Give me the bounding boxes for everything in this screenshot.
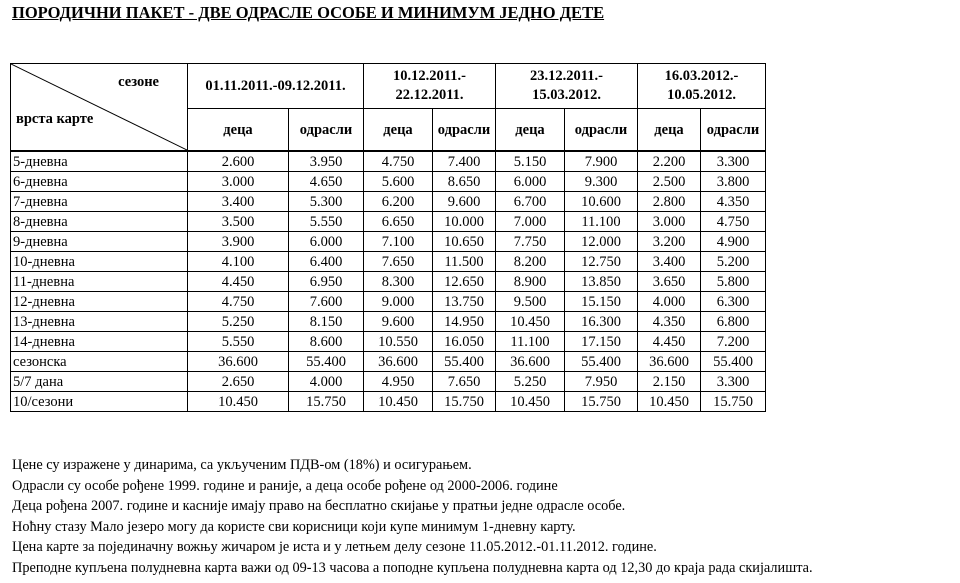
ticket-type-cell: 7-дневна <box>11 192 188 212</box>
price-cell: 3.950 <box>289 151 364 172</box>
price-cell: 3.400 <box>188 192 289 212</box>
price-cell: 15.150 <box>565 292 638 312</box>
price-cell: 4.900 <box>701 232 766 252</box>
price-cell: 4.950 <box>364 372 433 392</box>
ticket-type-cell: 5-дневна <box>11 151 188 172</box>
price-cell: 14.950 <box>433 312 496 332</box>
price-cell: 17.150 <box>565 332 638 352</box>
season-header-3: 23.12.2011.- 15.03.2012. <box>496 64 638 109</box>
price-cell: 4.650 <box>289 172 364 192</box>
season-header-2: 10.12.2011.- 22.12.2011. <box>364 64 496 109</box>
ticket-type-cell: 10/сезони <box>11 392 188 412</box>
col-kids-4: деца <box>638 109 701 152</box>
price-cell: 11.100 <box>565 212 638 232</box>
page-title: ПОРОДИЧНИ ПАКЕТ - ДВЕ ОДРАСЛЕ ОСОБЕ И МИНИМУМ ЈЕДНО ДЕТЕ <box>12 3 605 22</box>
price-cell: 3.800 <box>701 172 766 192</box>
price-cell: 15.750 <box>565 392 638 412</box>
price-cell: 8.200 <box>496 252 565 272</box>
price-table <box>10 63 766 412</box>
ticket-type-cell: 12-дневна <box>11 292 188 312</box>
table-row <box>11 172 766 192</box>
price-cell: 7.900 <box>565 151 638 172</box>
price-cell: 5.550 <box>188 332 289 352</box>
price-cell: 13.750 <box>433 292 496 312</box>
price-cell: 4.000 <box>638 292 701 312</box>
price-cell: 6.400 <box>289 252 364 272</box>
note-line: Ноћну стазу Мало језеро могу да користе сви корисници који купе минимум 1-дневну карту. <box>12 518 576 535</box>
table-row <box>11 252 766 272</box>
ticket-type-cell: сезонска <box>11 352 188 372</box>
price-cell: 10.550 <box>364 332 433 352</box>
price-cell: 6.650 <box>364 212 433 232</box>
price-cell: 5.200 <box>701 252 766 272</box>
table-row <box>11 272 766 292</box>
price-cell: 2.800 <box>638 192 701 212</box>
price-cell: 10.450 <box>496 312 565 332</box>
table-row <box>11 212 766 232</box>
price-cell: 9.300 <box>565 172 638 192</box>
price-cell: 7.650 <box>433 372 496 392</box>
price-cell: 55.400 <box>433 352 496 372</box>
price-cell: 10.450 <box>188 392 289 412</box>
price-cell: 4.450 <box>188 272 289 292</box>
price-cell: 7.000 <box>496 212 565 232</box>
corner-cell <box>11 64 188 152</box>
season-header-1: 01.11.2011.-09.12.2011. <box>188 64 364 109</box>
price-cell: 5.250 <box>496 372 565 392</box>
ticket-type-cell: 13-дневна <box>11 312 188 332</box>
price-cell: 2.650 <box>188 372 289 392</box>
price-cell: 3.500 <box>188 212 289 232</box>
price-cell: 36.600 <box>638 352 701 372</box>
col-adults-2: одрасли <box>433 109 496 152</box>
price-cell: 4.750 <box>701 212 766 232</box>
corner-diagonal <box>11 64 187 150</box>
price-cell: 16.050 <box>433 332 496 352</box>
price-cell: 6.800 <box>701 312 766 332</box>
table-row <box>11 372 766 392</box>
price-cell: 3.300 <box>701 151 766 172</box>
table-row <box>11 192 766 212</box>
note-line: Цене су изражене у динарима, са укљученим ПДВ-ом (18%) и осигурањем. <box>12 457 472 473</box>
price-cell: 6.950 <box>289 272 364 292</box>
corner-label-ticket-type: врста карте <box>16 111 94 127</box>
table-row <box>11 292 766 312</box>
price-cell: 10.450 <box>364 392 433 412</box>
price-cell: 11.500 <box>433 252 496 272</box>
price-cell: 10.000 <box>433 212 496 232</box>
price-cell: 5.550 <box>289 212 364 232</box>
price-cell: 7.400 <box>433 151 496 172</box>
corner-label-seasons: сезоне <box>118 74 159 90</box>
price-cell: 5.150 <box>496 151 565 172</box>
price-cell: 7.950 <box>565 372 638 392</box>
price-cell: 6.700 <box>496 192 565 212</box>
price-cell: 2.150 <box>638 372 701 392</box>
price-cell: 8.150 <box>289 312 364 332</box>
price-cell: 36.600 <box>364 352 433 372</box>
price-cell: 4.750 <box>188 292 289 312</box>
col-kids-3: деца <box>496 109 565 152</box>
price-cell: 5.800 <box>701 272 766 292</box>
price-cell: 8.650 <box>433 172 496 192</box>
col-kids-1: деца <box>188 109 289 152</box>
season-header-4: 16.03.2012.- 10.05.2012. <box>638 64 766 109</box>
note-line: Деца рођена 2007. године и касније имају право на бесплатно скијање у пратњи једне одрасле особе. <box>12 498 626 514</box>
ticket-type-cell: 8-дневна <box>11 212 188 232</box>
price-cell: 3.400 <box>638 252 701 272</box>
note-line: Цена карте за појединачну вожњу жичаром је иста и у летњем делу сезоне 11.05.2012.-01.11.2012. године. <box>12 539 657 555</box>
ticket-type-cell: 14-дневна <box>11 332 188 352</box>
ticket-type-cell: 5/7 дана <box>11 372 188 392</box>
table-row <box>11 332 766 352</box>
price-cell: 13.850 <box>565 272 638 292</box>
price-cell: 9.000 <box>364 292 433 312</box>
price-cell: 3.200 <box>638 232 701 252</box>
price-cell: 15.750 <box>289 392 364 412</box>
price-cell: 36.600 <box>496 352 565 372</box>
col-adults-3: одрасли <box>565 109 638 152</box>
price-cell: 55.400 <box>289 352 364 372</box>
price-cell: 2.600 <box>188 151 289 172</box>
table-row <box>11 312 766 332</box>
price-cell: 4.350 <box>701 192 766 212</box>
price-cell: 36.600 <box>188 352 289 372</box>
table-row <box>11 232 766 252</box>
price-cell: 4.000 <box>289 372 364 392</box>
price-cell: 12.750 <box>565 252 638 272</box>
price-cell: 5.300 <box>289 192 364 212</box>
price-cell: 8.600 <box>289 332 364 352</box>
price-cell: 55.400 <box>565 352 638 372</box>
col-adults-1: одрасли <box>289 109 364 152</box>
price-cell: 3.000 <box>188 172 289 192</box>
price-cell: 15.750 <box>433 392 496 412</box>
price-cell: 3.650 <box>638 272 701 292</box>
col-adults-4: одрасли <box>701 109 766 152</box>
price-cell: 9.600 <box>433 192 496 212</box>
price-cell: 16.300 <box>565 312 638 332</box>
price-cell: 4.100 <box>188 252 289 272</box>
ticket-type-cell: 6-дневна <box>11 172 188 192</box>
price-cell: 5.250 <box>188 312 289 332</box>
table-row <box>11 352 766 372</box>
ticket-type-cell: 11-дневна <box>11 272 188 292</box>
price-cell: 7.200 <box>701 332 766 352</box>
ticket-type-cell: 10-дневна <box>11 252 188 272</box>
ticket-type-cell: 9-дневна <box>11 232 188 252</box>
note-line: Одрасли су особе рођене 1999. године и раније, а деца особе рођене од 2000-2006. године <box>12 477 558 494</box>
price-cell: 7.600 <box>289 292 364 312</box>
note-line: Преподне купљена полудневна карта важи од 09-13 часова а поподне купљена полудневна карта од 12,30 до краја рада скијалишта. <box>12 559 813 576</box>
price-cell: 9.600 <box>364 312 433 332</box>
price-cell: 6.200 <box>364 192 433 212</box>
price-cell: 3.300 <box>701 372 766 392</box>
price-cell: 3.900 <box>188 232 289 252</box>
price-cell: 10.650 <box>433 232 496 252</box>
price-cell: 10.450 <box>496 392 565 412</box>
price-cell: 55.400 <box>701 352 766 372</box>
price-cell: 6.000 <box>496 172 565 192</box>
table-row <box>11 392 766 412</box>
price-cell: 8.900 <box>496 272 565 292</box>
price-cell: 8.300 <box>364 272 433 292</box>
price-cell: 10.600 <box>565 192 638 212</box>
col-kids-2: деца <box>364 109 433 152</box>
price-cell: 9.500 <box>496 292 565 312</box>
price-cell: 10.450 <box>638 392 701 412</box>
table-header-seasons <box>11 64 766 109</box>
price-cell: 5.600 <box>364 172 433 192</box>
price-cell: 7.100 <box>364 232 433 252</box>
price-cell: 6.300 <box>701 292 766 312</box>
price-cell: 3.000 <box>638 212 701 232</box>
price-cell: 4.750 <box>364 151 433 172</box>
price-cell: 4.450 <box>638 332 701 352</box>
price-cell: 4.350 <box>638 312 701 332</box>
price-cell: 2.500 <box>638 172 701 192</box>
price-cell: 7.650 <box>364 252 433 272</box>
notes <box>12 455 813 578</box>
table-row <box>11 151 766 172</box>
price-cell: 7.750 <box>496 232 565 252</box>
price-cell: 15.750 <box>701 392 766 412</box>
price-cell: 12.000 <box>565 232 638 252</box>
price-cell: 12.650 <box>433 272 496 292</box>
price-cell: 11.100 <box>496 332 565 352</box>
price-cell: 6.000 <box>289 232 364 252</box>
price-cell: 2.200 <box>638 151 701 172</box>
